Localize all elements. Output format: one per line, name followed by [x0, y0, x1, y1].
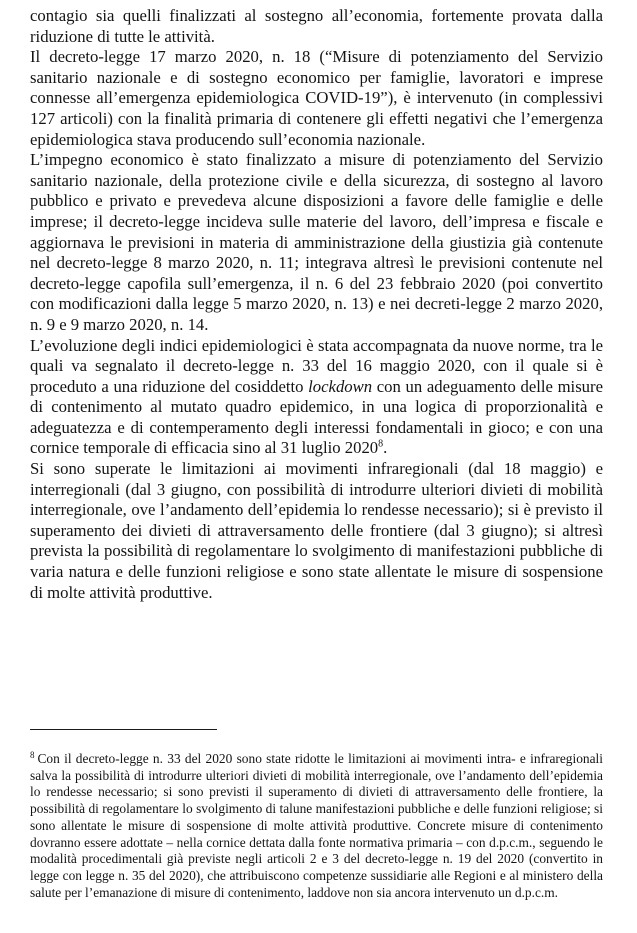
paragraph-1: contagio sia quelli finalizzati al sostegno all’economia, fortemente provata dalla riduzione di tutte le attività.	[30, 6, 603, 46]
footnote	[30, 751, 603, 901]
footnote-reference[interactable]: 8	[378, 438, 384, 450]
document-body	[30, 6, 603, 603]
footnote-text: Con il decreto-legge n. 33 del 2020 sono state ridotte le limitazioni ai movimenti intra- e infraregionali salva la possibilità di introdurre ulteriori divieti di mobilità interregionale, ove l’andamento dell’epidemia lo rendesse necessario; si sono previsti il superamento di divieti di attraversamento delle frontiere, la possibilità di regolamentare lo svolgimento di talune manifestazioni pubbliche e delle funzioni religiose; si sono allentate le misure di sospensione di molte attività produttive. Concrete misure di contenimento dovranno essere adottate – nella cornice dettata dalla fonte normativa primaria – con d.p.c.m., seguendo le modalità procedimentali già previste negli articoli 2 e 3 del decreto-legge n. 19 del 2020 (convertito in legge con legge n. 35 del 2020), che attribuiscono competenze sussidiarie alle Regioni e al ministero della salute per l’emanazione di misure di contenimento, laddove non sia ancora intervenuto un d.p.c.m.	[30, 751, 603, 900]
paragraph-4-text-start: L’evoluzione degli indici epidemiologici è stata accompagnata da nuove norme, tra le quali va segnalato il decreto-legge n. 33 del 16 maggio 2020, con il quale si è proceduto a una riduzione del cosiddetto	[30, 335, 603, 396]
paragraph-2: Il decreto-legge 17 marzo 2020, n. 18 (“Misure di potenziamento del Servizio sanitario nazionale e di sostegno economico per famiglie, lavoratori e imprese connesse all’emergenza epidemiologica COVID-19”), è intervenuto (in complessivi 127 articoli) con la finalità primaria di contenere gli effetti negativi che l’emergenza epidemiologica stava producendo sull’economia nazionale.	[30, 47, 603, 149]
paragraph-4-emphasis: lockdown	[308, 376, 373, 396]
paragraph-4	[30, 336, 603, 460]
paragraph-4-period: .	[383, 438, 388, 458]
paragraph-5: Si sono superate le limitazioni ai movimenti infraregionali (dal 18 maggio) e interregionali (dal 3 giugno, con possibilità di introdurre ulteriori divieti di mobilità interregionale, ove l’andamento dell’epidemia lo rendesse necessario); si è previsto il superamento dei divieti di attraversamento delle frontiere (dal 3 giugno); si altresì prevista la possibilità di regolamentare lo svolgimento di manifestazioni pubbliche di varia natura e delle funzioni religiose e sono state allentate le misure di sospensione di molte attività produttive.	[30, 459, 603, 602]
footnote-number: 8	[30, 749, 35, 760]
paragraph-3: L’impegno economico è stato finalizzato a misure di potenziamento del Servizio sanitario nazionale, della protezione civile e della sicurezza, di sostegno al lavoro pubblico e privato e prevedeva alcune disposizioni a favore delle famiglie e delle imprese; il decreto-legge incideva sulle materie del lavoro, dell’impresa e fiscale e aggiornava le previsioni in materia di amministrazione della giustizia già contenute nel decreto-legge 8 marzo 2020, n. 11; integrava altresì le previsioni contenute nel decreto-legge capofila sull’emergenza, il n. 6 del 23 febbraio 2020 (poi convertito con modificazioni dalla legge 5 marzo 2020, n. 13) e nei decreti-legge 2 marzo 2020, n. 9 e 9 marzo 2020, n. 14.	[30, 150, 603, 334]
footnote-separator	[30, 729, 217, 730]
paragraph-4-text-end: con un adeguamento delle misure di contenimento al mutato quadro epidemico, in una logica di proporzionalità e adeguatezza e di contemperamento degli interessi fondamentali in gioco; e con una cornice temporale di efficacia sino al 31 luglio 2020	[30, 376, 603, 458]
